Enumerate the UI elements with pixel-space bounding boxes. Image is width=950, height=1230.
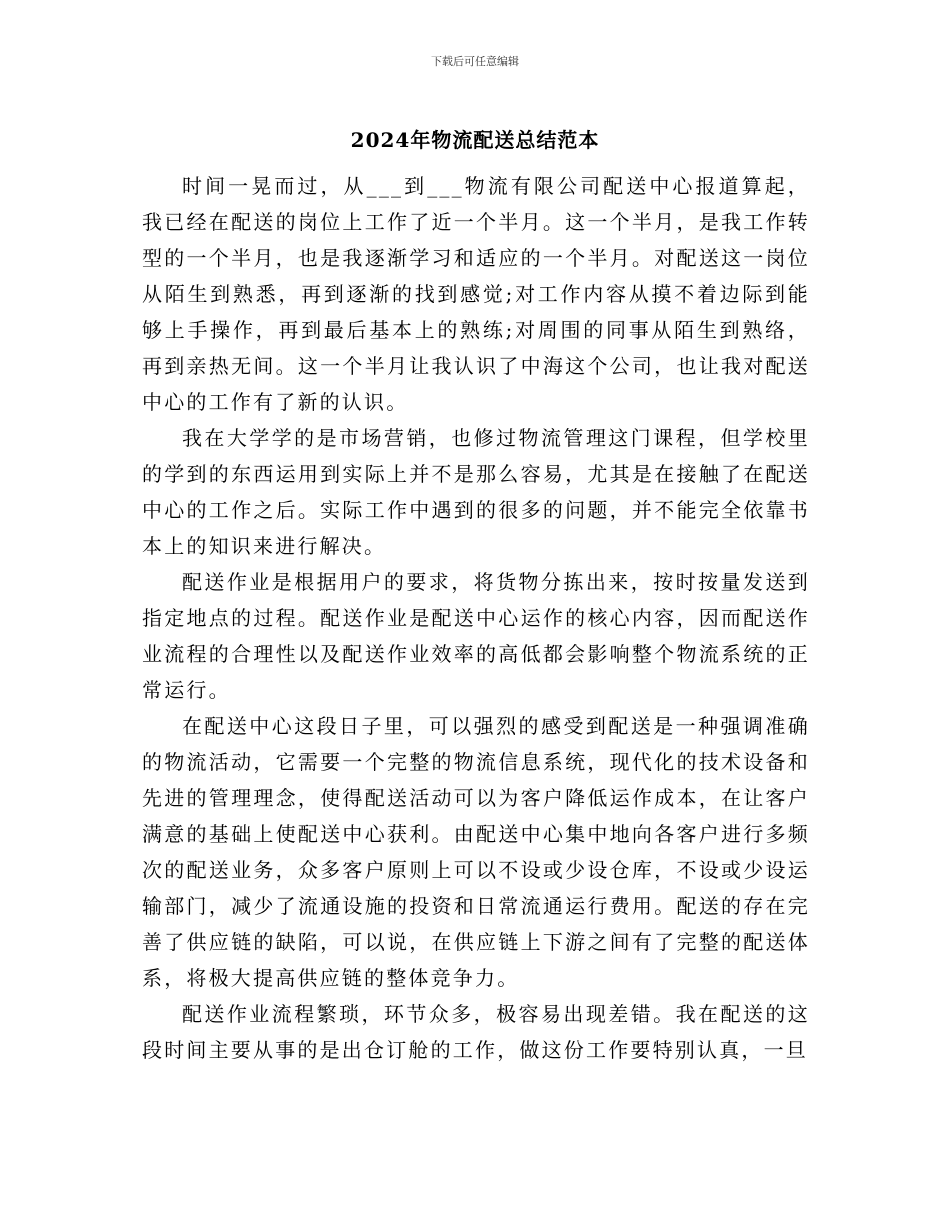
document-body (142, 168, 810, 1068)
page-header-note: 下载后可任意编辑 (431, 55, 519, 68)
paragraph-5: 配送作业流程繁琐，环节众多，极容易出现差错。我在配送的这段时间主要从事的是出仓订舱的工作，做这份工作要特别认真，一旦 (142, 1002, 810, 1062)
paragraph-4: 在配送中心这段日子里，可以强烈的感受到配送是一种强调准确的物流活动，它需要一个完整的物流信息系统，现代化的技术设备和先进的管理理念，使得配送活动可以为客户降低运作成本，在让客户满意的基础上使配送中心获利。由配送中心集中地向各客户进行多频次的配送业务，众多客户原则上可以不设或少设仓库，不设或少设运输部门，减少了流通设施的投资和日常流通运行费用。配送的存在完善了供应链的缺陷，可以说，在供应链上下游之间有了完整的配送体系，将极大提高供应链的整体竞争力。 (142, 714, 810, 990)
paragraph-1: 时间一晃而过，从___到___物流有限公司配送中心报道算起，我已经在配送的岗位上工作了近一个半月。这一个半月，是我工作转型的一个半月，也是我逐渐学习和适应的一个半月。对配送这一岗位从陌生到熟悉，再到逐渐的找到感觉;对工作内容从摸不着边际到能够上手操作，再到最后基本上的熟练;对周围的同事从陌生到熟络，再到亲热无间。这一个半月让我认识了中海这个公司，也让我对配送中心的工作有了新的认识。 (142, 174, 810, 414)
paragraph-2: 我在大学学的是市场营销，也修过物流管理这门课程，但学校里的学到的东西运用到实际上并不是那么容易，尤其是在接触了在配送中心的工作之后。实际工作中遇到的很多的问题，并不能完全依靠书本上的知识来进行解决。 (142, 426, 810, 558)
document-title: 2024年物流配送总结范本 (350, 128, 600, 152)
paragraph-3: 配送作业是根据用户的要求，将货物分拣出来，按时按量发送到指定地点的过程。配送作业是配送中心运作的核心内容，因而配送作业流程的合理性以及配送作业效率的高低都会影响整个物流系统的正常运行。 (142, 570, 810, 702)
